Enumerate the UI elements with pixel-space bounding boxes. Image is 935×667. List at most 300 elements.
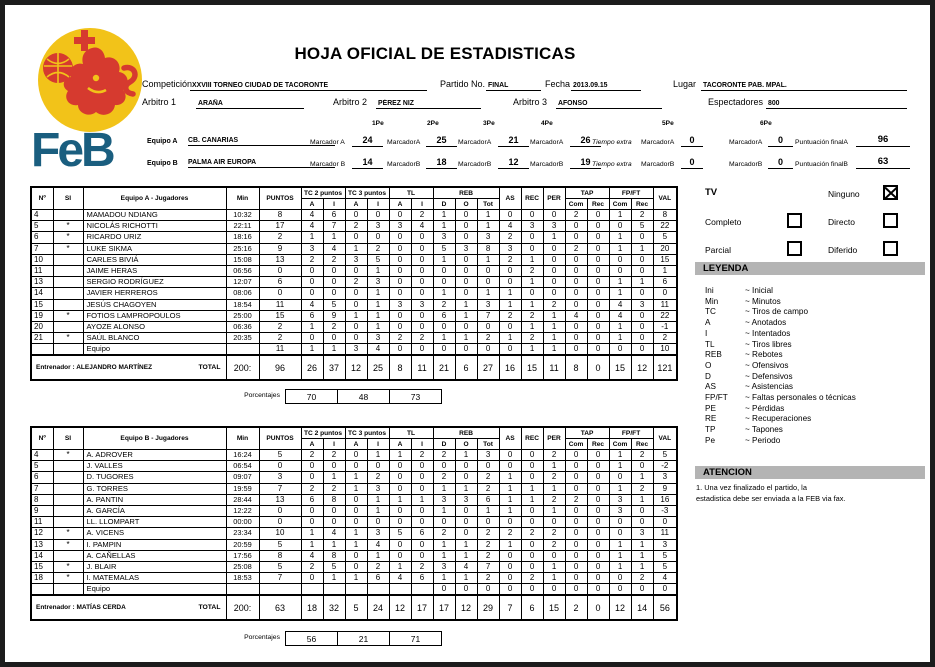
stat-cell: 0	[565, 232, 587, 243]
starter-cell	[53, 494, 83, 505]
stat-cell: 0	[345, 550, 367, 561]
total-stat-cell: 56	[653, 595, 677, 620]
player-name-cell: A. CAÑELLAS	[83, 550, 226, 561]
stat-cell: 0	[411, 461, 433, 472]
stat-cell: 1	[345, 573, 367, 584]
marcador-label: MarcadorB	[729, 161, 763, 168]
stat-cell: 4	[411, 221, 433, 232]
stat-cell: 0	[345, 265, 367, 276]
stat-cell: 0	[345, 461, 367, 472]
total-stat-cell: 0	[587, 355, 609, 380]
stat-cell: 1	[433, 539, 455, 550]
legend-abbr: O	[705, 360, 712, 370]
stat-cell: 3	[477, 299, 499, 310]
sub-column-header: D	[433, 199, 455, 210]
stat-cell: 0	[499, 584, 521, 596]
legend-desc: ~ Ofensivos	[745, 360, 789, 370]
marcador-value: 19	[570, 157, 601, 169]
marcador-label: MarcadorA	[729, 139, 763, 146]
stat-cell: 2	[499, 310, 521, 321]
stat-cell	[301, 584, 323, 596]
stat-cell: 0	[565, 344, 587, 356]
starter-cell	[53, 483, 83, 494]
player-name-cell: AYOZE ALONSO	[83, 321, 226, 332]
minutes-cell: 12:22	[226, 505, 259, 516]
stat-cell: 1	[367, 265, 389, 276]
stat-cell: 0	[367, 517, 389, 528]
tv-checkbox-ninguno[interactable]	[883, 185, 898, 200]
stat-cell: 1	[323, 573, 345, 584]
player-name-cell: JESÚS CHAGOYEN	[83, 299, 226, 310]
player-number-cell: 21	[31, 333, 53, 344]
stat-cell: 0	[499, 573, 521, 584]
stat-cell: 1	[477, 221, 499, 232]
marcador-value: 18	[426, 157, 457, 169]
stat-cell: 0	[565, 254, 587, 265]
stat-cell: 0	[521, 461, 543, 472]
stat-cell: 8	[653, 210, 677, 221]
player-row	[31, 265, 677, 276]
total-stat-cell: 17	[433, 595, 455, 620]
stat-cell: 1	[301, 321, 323, 332]
legend-item	[705, 361, 788, 372]
stat-cell: 0	[587, 299, 609, 310]
stat-cell: 0	[587, 505, 609, 516]
stat-cell: 0	[565, 584, 587, 596]
legend-desc: ~ Asistencias	[745, 382, 794, 392]
stat-cell: 2	[433, 450, 455, 461]
stat-cell: 0	[587, 288, 609, 299]
stat-cell: 1	[521, 321, 543, 332]
legend-item	[705, 297, 781, 308]
stat-cell: 1	[609, 232, 631, 243]
stat-cell: 0	[587, 561, 609, 572]
column-header: TC 3 puntos	[345, 427, 389, 439]
stat-cell: 2	[433, 299, 455, 310]
stat-cell	[345, 584, 367, 596]
starter-cell: *	[53, 561, 83, 572]
starter-cell	[53, 277, 83, 288]
stat-cell: 1	[543, 483, 565, 494]
atencion-title-bar	[695, 466, 925, 479]
stat-cell: 0	[565, 461, 587, 472]
player-name-cell: A. ADROVER	[83, 450, 226, 461]
stat-cell: 0	[499, 550, 521, 561]
starter-cell	[53, 288, 83, 299]
total-stat-cell: 16	[499, 355, 521, 380]
stat-cell: 0	[389, 243, 411, 254]
stat-cell: 0	[455, 232, 477, 243]
tv-checkbox-parcial[interactable]	[787, 241, 802, 256]
starter-cell: *	[53, 310, 83, 321]
column-header: REB	[433, 187, 499, 199]
stat-cell: 0	[609, 344, 631, 356]
stat-cell: 4	[301, 299, 323, 310]
stat-cell: 1	[345, 310, 367, 321]
stat-cell: 13	[259, 494, 301, 505]
stat-cell: 0	[521, 517, 543, 528]
total-stat-cell: 11	[543, 355, 565, 380]
sub-column-header: I	[367, 199, 389, 210]
stat-cell: 0	[587, 344, 609, 356]
stat-cell: 1	[477, 505, 499, 516]
player-name-cell: SERGIO RODRÍGUEZ	[83, 277, 226, 288]
stat-cell: 0	[367, 210, 389, 221]
stat-cell: 0	[259, 505, 301, 516]
stat-cell: 0	[499, 321, 521, 332]
stat-cell: 2	[259, 321, 301, 332]
total-stat-cell: 12	[345, 355, 367, 380]
stat-cell: 1	[499, 494, 521, 505]
stat-cell: 3	[301, 243, 323, 254]
stat-cell: 1	[389, 561, 411, 572]
stat-cell: 8	[323, 494, 345, 505]
stat-cell: 3	[433, 232, 455, 243]
player-number-cell: 11	[31, 265, 53, 276]
player-number-cell: 13	[31, 277, 53, 288]
sub-column-header: A	[301, 199, 323, 210]
starter-cell: *	[53, 333, 83, 344]
stat-cell: 0	[587, 254, 609, 265]
stat-cell: 0	[499, 277, 521, 288]
stat-cell: 2	[389, 333, 411, 344]
legend-desc: ~ Intentados	[745, 328, 791, 338]
atencion-title: ATENCION	[703, 467, 752, 478]
stat-cell: 2	[259, 333, 301, 344]
sub-column-header: O	[455, 439, 477, 450]
minutes-cell: 06:56	[226, 265, 259, 276]
legend-abbr: TP	[705, 425, 716, 435]
stat-cell: 0	[587, 277, 609, 288]
stat-cell: 0	[389, 288, 411, 299]
stat-cell: 2	[411, 561, 433, 572]
stat-cell: 2	[543, 450, 565, 461]
legend-item	[705, 404, 784, 415]
legend-abbr: Ini	[705, 286, 714, 295]
stat-cell: 2	[543, 472, 565, 483]
stat-cell	[367, 584, 389, 596]
marcador-value: 21	[498, 135, 529, 147]
stat-cell: 3	[411, 299, 433, 310]
starter-cell: *	[53, 573, 83, 584]
stat-cell: 1	[609, 450, 631, 461]
stat-cell: 1	[301, 232, 323, 243]
stat-cell: -1	[653, 321, 677, 332]
column-header: REB	[433, 427, 499, 439]
stat-cell: 0	[543, 210, 565, 221]
stat-cell: 2	[477, 573, 499, 584]
total-stat-cell: 14	[631, 595, 653, 620]
stat-cell: 0	[345, 299, 367, 310]
stat-cell: 11	[653, 528, 677, 539]
player-row	[31, 277, 677, 288]
sub-column-header: Rec	[587, 439, 609, 450]
minutes-cell: 00:00	[226, 517, 259, 528]
legend-title: LEYENDA	[703, 263, 749, 274]
stat-cell: 1	[477, 288, 499, 299]
sub-column-header: A	[301, 439, 323, 450]
column-header: Min	[226, 187, 259, 210]
stat-cell: 0	[631, 344, 653, 356]
player-number-cell: 5	[31, 461, 53, 472]
sub-column-header: Com	[609, 199, 631, 210]
stat-cell: 0	[301, 461, 323, 472]
stat-cell	[389, 584, 411, 596]
tiempo-extra-label: Tiempo extra	[592, 139, 632, 146]
stat-cell: 5	[653, 550, 677, 561]
stat-cell: 1	[323, 232, 345, 243]
stat-cell: 1	[499, 288, 521, 299]
stat-cell: 0	[521, 472, 543, 483]
team-name: PALMA AIR EUROPA	[188, 159, 335, 168]
legend-desc: ~ Pérdidas	[745, 403, 785, 413]
stat-cell: 0	[411, 517, 433, 528]
column-header: TC 2 puntos	[301, 187, 345, 199]
stat-cell: 0	[631, 254, 653, 265]
column-header: TC 2 puntos	[301, 427, 345, 439]
total-stat-cell: 6	[521, 595, 543, 620]
column-header: Min	[226, 427, 259, 450]
sub-column-header: Com	[565, 439, 587, 450]
stat-cell: 0	[609, 517, 631, 528]
stat-cell: 4	[301, 550, 323, 561]
stat-cell: 0	[345, 232, 367, 243]
stat-cell: 1	[521, 494, 543, 505]
marcador-label: MarcadorB	[530, 161, 564, 168]
stat-cell: 2	[323, 321, 345, 332]
stat-cell: 1	[499, 472, 521, 483]
total-stat-cell: 63	[259, 595, 301, 620]
player-name-cell: CARLES BIVIÁ	[83, 254, 226, 265]
minutes-cell: 18:54	[226, 299, 259, 310]
stat-cell: 2	[565, 243, 587, 254]
total-stat-cell: 2	[565, 595, 587, 620]
stat-cell: 0	[521, 450, 543, 461]
sub-column-header: A	[345, 439, 367, 450]
stat-cell: 11	[259, 344, 301, 356]
stat-cell	[323, 584, 345, 596]
stat-cell: 0	[455, 210, 477, 221]
header-field-label: Espectadores	[708, 97, 764, 107]
minutes-cell: 06:36	[226, 321, 259, 332]
total-stat-cell: 26	[301, 355, 323, 380]
header-field-label: Arbitro 1	[142, 97, 177, 107]
stat-cell: 1	[609, 483, 631, 494]
marcador-label: Marcador A	[310, 139, 345, 146]
total-stat-cell: 37	[323, 355, 345, 380]
sub-column-header: Com	[609, 439, 631, 450]
total-stat-cell: 18	[301, 595, 323, 620]
stat-cell: 1	[609, 333, 631, 344]
tv-checkbox-completo[interactable]	[787, 213, 802, 228]
stat-cell: 1	[477, 210, 499, 221]
stat-cell: 0	[455, 505, 477, 516]
header-field-label: Partido No.	[440, 79, 486, 89]
minutes-cell	[226, 344, 259, 356]
total-minutes-cell: 200:	[226, 355, 259, 380]
stat-cell: 9	[259, 243, 301, 254]
player-name-cell: A. PANTIN	[83, 494, 226, 505]
stat-cell: 2	[477, 333, 499, 344]
legend-abbr: PE	[705, 403, 716, 413]
legend-desc: ~ Minutos	[745, 296, 781, 306]
stat-cell: 7	[323, 221, 345, 232]
stat-cell: 1	[367, 288, 389, 299]
legend-item	[705, 286, 773, 297]
stat-cell: 2	[323, 450, 345, 461]
stat-cell: 1	[543, 573, 565, 584]
equipo-row	[31, 344, 677, 356]
stat-cell: 2	[259, 232, 301, 243]
stat-cell: 1	[367, 310, 389, 321]
stat-cell: 6	[367, 573, 389, 584]
starter-cell	[53, 344, 83, 356]
stat-cell: 2	[631, 210, 653, 221]
stat-cell: 0	[565, 450, 587, 461]
porcentajes-row	[0, 631, 460, 649]
stat-cell: 4	[609, 299, 631, 310]
stat-cell: 0	[477, 265, 499, 276]
legend-item	[705, 414, 811, 425]
player-name-cell: A. VICENS	[83, 528, 226, 539]
player-row	[31, 505, 677, 516]
stat-cell: 2	[323, 254, 345, 265]
stat-cell: 4	[367, 539, 389, 550]
porcentaje-cell: 21	[337, 632, 389, 645]
tv-checkbox-diferido[interactable]	[883, 241, 898, 256]
player-row	[31, 539, 677, 550]
period-label: 4Pe	[541, 120, 553, 127]
total-stat-cell: 12	[631, 355, 653, 380]
tv-section-title: TV	[705, 187, 718, 198]
stat-cell: 0	[389, 321, 411, 332]
stat-cell: 1	[367, 450, 389, 461]
marcador-label: MarcadorA	[530, 139, 564, 146]
stat-cell: 0	[609, 584, 631, 596]
marcador-value: 0	[768, 157, 793, 169]
stat-cell: 0	[301, 573, 323, 584]
stat-cell: 0	[521, 550, 543, 561]
total-stat-cell: 15	[521, 355, 543, 380]
legend-desc: ~ Rebotes	[745, 350, 783, 360]
player-row	[31, 288, 677, 299]
period-label: 6Pe	[760, 120, 772, 127]
stat-cell: 0	[631, 584, 653, 596]
starter-cell	[53, 265, 83, 276]
stat-cell: 8	[259, 210, 301, 221]
stat-cell: 1	[433, 550, 455, 561]
stat-cell: 4	[499, 221, 521, 232]
stat-cell: 2	[499, 528, 521, 539]
stat-cell: 2	[521, 265, 543, 276]
player-number-cell: 11	[31, 517, 53, 528]
stat-cell: 5	[323, 561, 345, 572]
stat-cell: 0	[477, 344, 499, 356]
column-header: PER	[543, 187, 565, 210]
marcador-label: MarcadorB	[641, 161, 675, 168]
stat-cell: 0	[323, 265, 345, 276]
stat-cell: 0	[301, 265, 323, 276]
minutes-cell: 19:59	[226, 483, 259, 494]
stat-cell: 0	[587, 550, 609, 561]
stat-cell: 11	[653, 299, 677, 310]
column-header: TAP	[565, 187, 609, 199]
stat-cell: 5	[323, 299, 345, 310]
stat-cell: 0	[411, 277, 433, 288]
stat-cell: 6	[433, 310, 455, 321]
stat-cell: 0	[521, 584, 543, 596]
stat-cell: 0	[389, 483, 411, 494]
stat-cell: 0	[543, 277, 565, 288]
sub-column-header: Tot	[477, 439, 499, 450]
stat-cell: 0	[609, 528, 631, 539]
stat-cell: 0	[433, 584, 455, 596]
porcentajes-label: Porcentajes	[244, 634, 280, 641]
stat-cell: 3	[259, 472, 301, 483]
stat-cell: 0	[455, 288, 477, 299]
tv-option-label-parcial: Parcial	[705, 245, 731, 255]
stat-cell: 0	[499, 561, 521, 572]
stat-cell: 2	[345, 277, 367, 288]
player-name-cell: NICOLÁS RICHOTTI	[83, 221, 226, 232]
stat-cell: 1	[521, 254, 543, 265]
stat-cell: 1	[345, 472, 367, 483]
stat-cell: 2	[323, 483, 345, 494]
total-stat-cell: 6	[455, 355, 477, 380]
legend-item	[705, 350, 783, 361]
tv-option-label-diferido: Diferido	[828, 245, 858, 255]
sub-column-header: Rec	[631, 199, 653, 210]
legend-abbr: A	[705, 318, 711, 328]
starter-cell: *	[53, 528, 83, 539]
stat-table-team-a	[30, 186, 678, 381]
stat-cell: 4	[323, 528, 345, 539]
stat-cell: 1	[653, 265, 677, 276]
starter-cell: *	[53, 243, 83, 254]
stat-cell: 1	[345, 539, 367, 550]
total-stat-cell: 5	[345, 595, 367, 620]
tv-checkbox-directo[interactable]	[883, 213, 898, 228]
player-number-cell: 4	[31, 210, 53, 221]
stat-cell: 5	[653, 232, 677, 243]
stat-cell: 0	[411, 243, 433, 254]
marcador-value: 25	[426, 135, 457, 147]
stat-cell: 4	[323, 243, 345, 254]
column-header: AS	[499, 187, 521, 210]
marcador-label: MarcadorA	[458, 139, 492, 146]
column-header: PUNTOS	[259, 187, 301, 210]
stat-cell: 0	[477, 517, 499, 528]
legend-abbr: TC	[705, 307, 716, 317]
column-header: SI	[53, 187, 83, 210]
stat-cell: 6	[411, 573, 433, 584]
stat-cell: 2	[631, 483, 653, 494]
player-row	[31, 573, 677, 584]
starter-cell: *	[53, 450, 83, 461]
stat-cell: 0	[631, 333, 653, 344]
stat-cell: 1	[609, 461, 631, 472]
porcentaje-cell: 70	[306, 391, 317, 402]
entrenador-cell	[31, 355, 226, 380]
total-row	[31, 595, 677, 620]
player-number-cell: 18	[31, 573, 53, 584]
marcador-value: 0	[681, 157, 703, 169]
total-stat-cell: 11	[411, 355, 433, 380]
player-name-cell: I. MATEMALAS	[83, 573, 226, 584]
player-number-cell: 13	[31, 539, 53, 550]
stat-cell: 1	[543, 321, 565, 332]
stat-cell: 0	[411, 310, 433, 321]
